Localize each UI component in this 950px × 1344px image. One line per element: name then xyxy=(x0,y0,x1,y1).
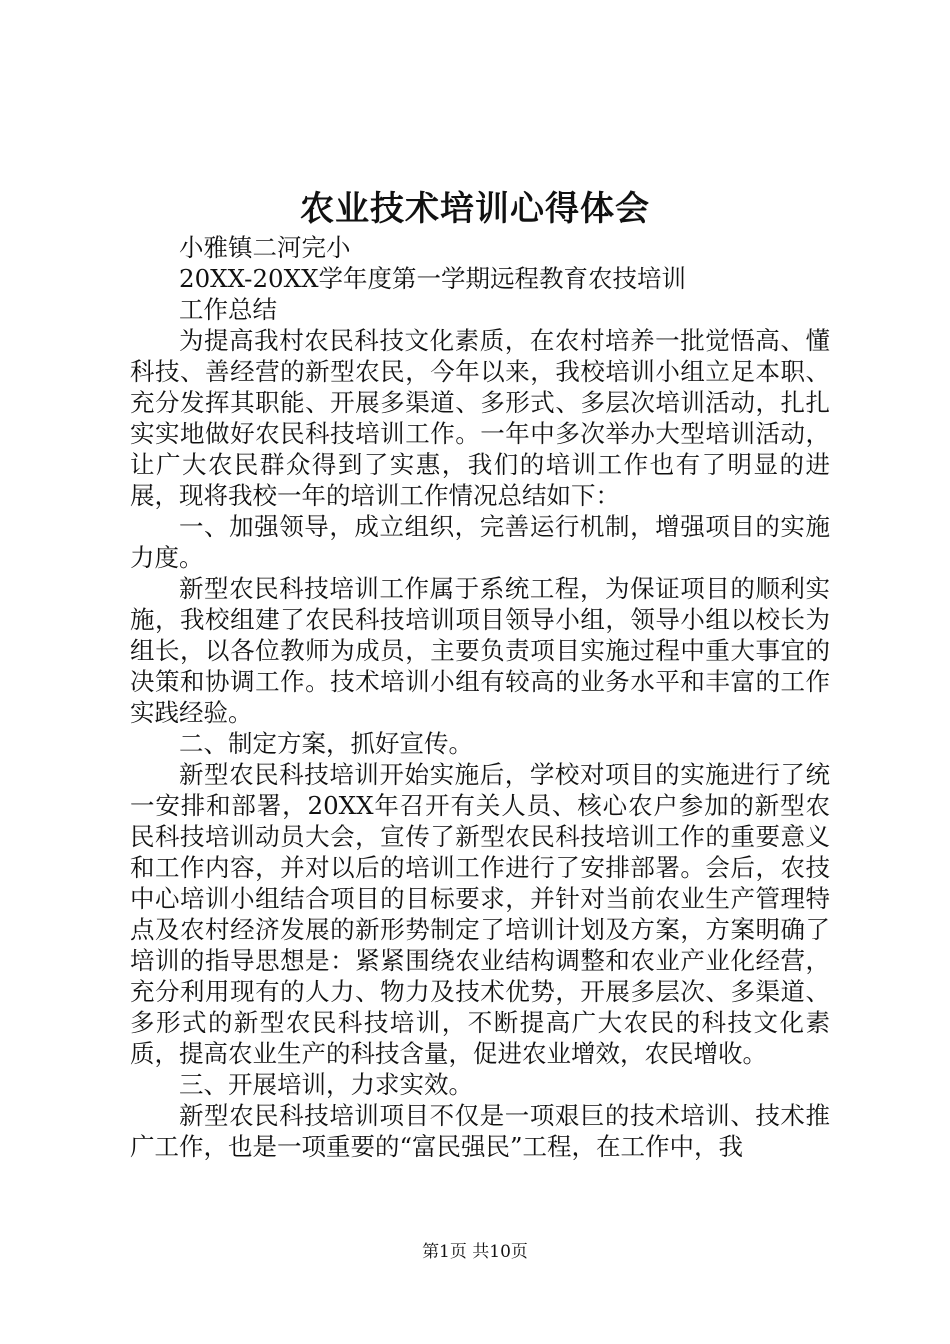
section-heading: 一、加强领导，成立组织，完善运行机制，增强项目的实施力度。 xyxy=(130,512,830,572)
subtitle-line: 20XX-20XX学年度第一学期远程教育农技培训 xyxy=(179,264,687,293)
document-title: 农业技术培训心得体会 xyxy=(300,189,650,229)
body-paragraph: 新型农民科技培训项目不仅是一项艰巨的技术培训、技术推广工作，也是一项重要的“富民强民”工程，在工作中，我 xyxy=(130,1101,830,1161)
section-heading: 二、制定方案，抓好宣传。 xyxy=(179,729,473,758)
body-paragraph: 新型农民科技培训开始实施后，学校对项目的实施进行了统一安排和部署，20XX年召开有关人员、核心农户参加的新型农民科技培训动员大会，宣传了新型农民科技培训工作的重要意义和工作内容，并对以后的培训工作进行了安排部署。会后，农技中心培训小组结合项目的目标要求，并针对当前农业生产管理特点及农村经济发展的新形势制定了培训计划及方案，方案明确了培训的指导思想是：紧紧围绕农业结构调整和农业产业化经营，充分利用现有的人力、物力及技术优势，开展多层次、多渠道、多形式的新型农民科技培训，不断提高广大农民的科技文化素质，提高农业生产的科技含量，促进农业增效，农民增收。 xyxy=(130,760,830,1068)
document-body xyxy=(130,232,830,1162)
author-line: 小雅镇二河完小 xyxy=(179,233,351,262)
body-paragraph: 为提高我村农民科技文化素质，在农村培养一批觉悟高、懂科技、善经营的新型农民，今年以来，我校培训小组立足本职、充分发挥其职能、开展多渠道、多形式、多层次培训活动，扎扎实实地做好农民科技培训工作。一年中多次举办大型培训活动，让广大农民群众得到了实惠，我们的培训工作也有了明显的进展，现将我校一年的培训工作情况总结如下： xyxy=(130,326,830,510)
subtitle-line: 工作总结 xyxy=(179,295,277,324)
section-heading: 三、开展培训，力求实效。 xyxy=(179,1070,473,1099)
page-footer: 第1页 共10页 xyxy=(422,1242,528,1262)
body-paragraph: 新型农民科技培训工作属于系统工程，为保证项目的顺利实施，我校组建了农民科技培训项目领导小组，领导小组以校长为组长，以各位教师为成员，主要负责项目实施过程中重大事宜的决策和协调工作。技术培训小组有较高的业务水平和丰富的工作实践经验。 xyxy=(130,574,830,727)
